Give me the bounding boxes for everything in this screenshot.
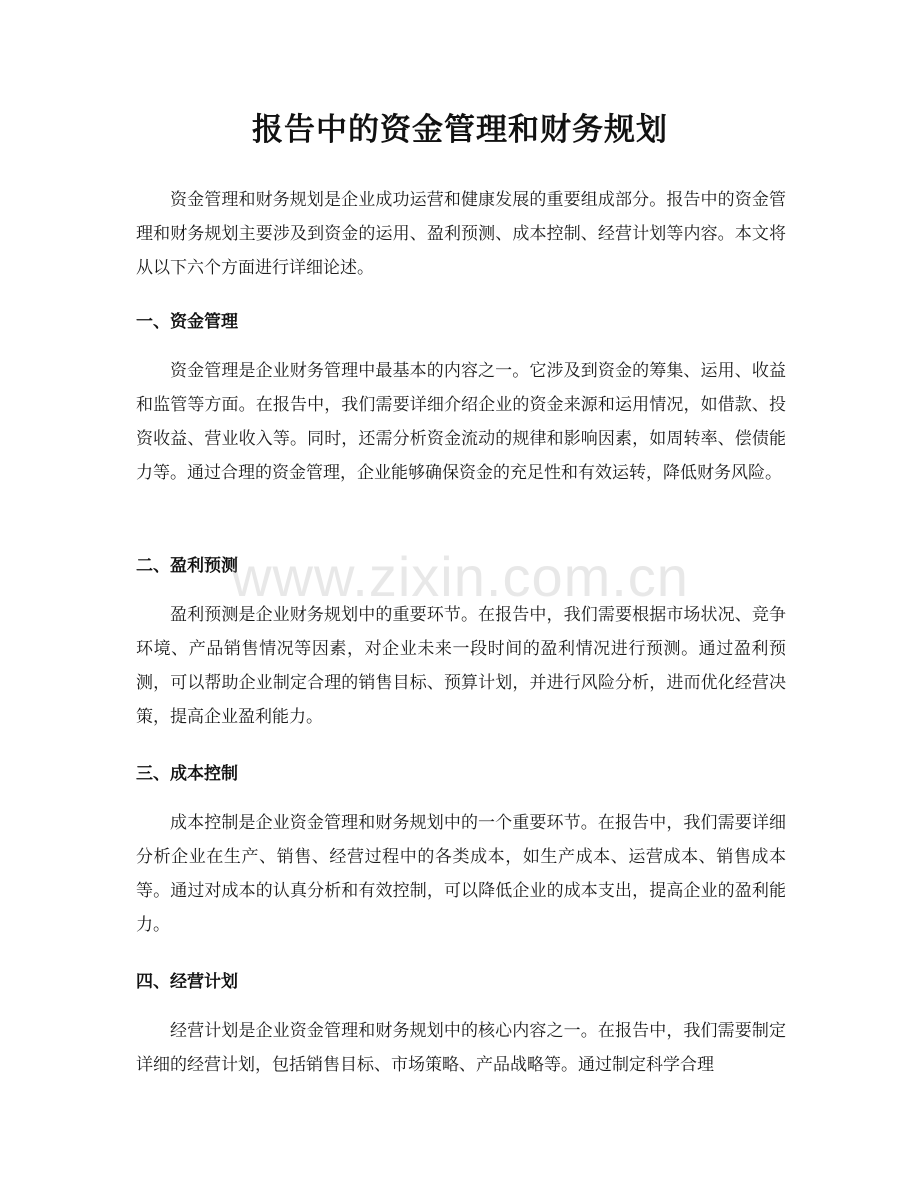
- section-body-profit-forecast: 盈利预测是企业财务规划中的重要环节。在报告中，我们需要根据市场状况、竞争环境、产品销售情况等因素，对企业未来一段时间的盈利情况进行预测。通过盈利预测，可以帮助企业制定合理的销售目标、预算计划，并进行风险分析，进而优化经营决策，提高企业盈利能力。: [136, 605, 786, 727]
- section-body-cost-control: 成本控制是企业资金管理和财务规划中的一个重要环节。在报告中，我们需要详细分析企业在生产、销售、经营过程中的各类成本，如生产成本、运营成本、销售成本等。通过对成本的认真分析和有效控制，可以降低企业的成本支出，提高企业的盈利能力。: [136, 813, 786, 935]
- intro-paragraph: 资金管理和财务规划是企业成功运营和健康发展的重要组成部分。报告中的资金管理和财务规划主要涉及到资金的运用、盈利预测、成本控制、经营计划等内容。本文将从以下六个方面进行详细论述。: [136, 190, 786, 278]
- section-body-capital-management: 资金管理是企业财务管理中最基本的内容之一。它涉及到资金的筹集、运用、收益和监管等方面。在报告中，我们需要详细介绍企业的资金来源和运用情况，如借款、投资收益、营业收入等。同时，还需分析资金流动的规律和影响因素，如周转率、偿债能力等。通过合理的资金管理，企业能够确保资金的充足性和有效运转，降低财务风险。: [136, 361, 786, 483]
- section-heading-cost-control: 三、成本控制: [136, 764, 238, 784]
- section-heading-business-plan: 四、经营计划: [136, 972, 238, 992]
- section-heading-capital-management: 一、资金管理: [136, 312, 238, 332]
- section-heading-profit-forecast: 二、盈利预测: [136, 556, 238, 576]
- document-title: 报告中的资金管理和财务规划: [252, 112, 668, 148]
- section-body-business-plan: 经营计划是企业资金管理和财务规划中的核心内容之一。在报告中，我们需要制定详细的经营计划，包括销售目标、市场策略、产品战略等。通过制定科学合理: [136, 1021, 786, 1075]
- watermark-text: www.zixin.com.cn: [231, 545, 689, 608]
